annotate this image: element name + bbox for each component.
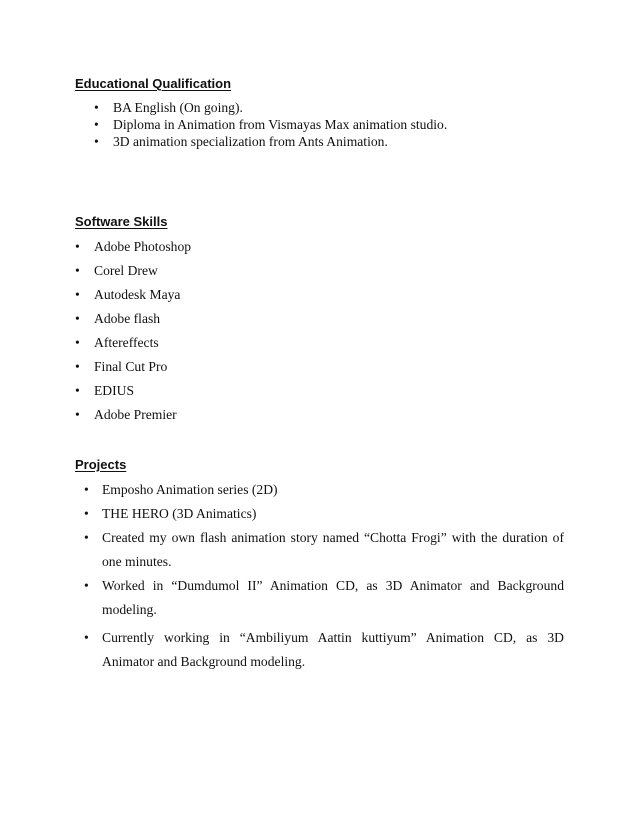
- bullet-icon: •: [84, 530, 89, 545]
- bullet-icon: •: [94, 117, 99, 132]
- project-item: Emposho Animation series (2D): [102, 482, 278, 497]
- software-item: Autodesk Maya: [94, 287, 181, 302]
- project-item-continuation: modeling.: [102, 602, 157, 617]
- bullet-icon: •: [75, 383, 80, 398]
- education-item: Diploma in Animation from Vismayas Max animation studio.: [113, 117, 448, 132]
- bullet-icon: •: [75, 263, 80, 278]
- software-item: Adobe Premier: [94, 407, 177, 422]
- project-item: THE HERO (3D Animatics): [102, 506, 257, 521]
- bullet-icon: •: [75, 407, 80, 422]
- bullet-icon: •: [75, 335, 80, 350]
- bullet-icon: •: [75, 359, 80, 374]
- software-item: Corel Drew: [94, 263, 158, 278]
- bullet-icon: •: [75, 287, 80, 302]
- project-item: Worked in “Dumdumol II” Animation CD, as 3D Animator and Background: [102, 578, 564, 593]
- education-item: 3D animation specialization from Ants Animation.: [113, 134, 388, 149]
- project-item-continuation: one minutes.: [102, 554, 172, 569]
- software-item: Adobe Photoshop: [94, 239, 192, 254]
- software-heading: Software Skills: [75, 214, 168, 229]
- software-item: EDIUS: [94, 383, 135, 398]
- bullet-icon: •: [94, 134, 99, 149]
- software-item: Adobe flash: [94, 311, 161, 326]
- bullet-icon: •: [75, 239, 80, 254]
- projects-heading: Projects: [75, 457, 127, 472]
- software-item: Final Cut Pro: [94, 359, 168, 374]
- bullet-icon: •: [84, 578, 89, 593]
- education-item: BA English (On going).: [113, 100, 243, 115]
- bullet-icon: •: [84, 482, 89, 497]
- bullet-icon: •: [84, 630, 89, 645]
- bullet-icon: •: [84, 506, 89, 521]
- education-heading: Educational Qualification: [75, 76, 232, 91]
- project-item-continuation: Animator and Background modeling.: [102, 654, 306, 669]
- bullet-icon: •: [75, 311, 80, 326]
- software-item: Aftereffects: [94, 335, 159, 350]
- project-item: Currently working in “Ambiliyum Aattin kuttiyum” Animation CD, as 3D: [102, 630, 564, 645]
- project-item: Created my own flash animation story named “Chotta Frogi” with the duration of: [102, 530, 564, 545]
- bullet-icon: •: [94, 100, 99, 115]
